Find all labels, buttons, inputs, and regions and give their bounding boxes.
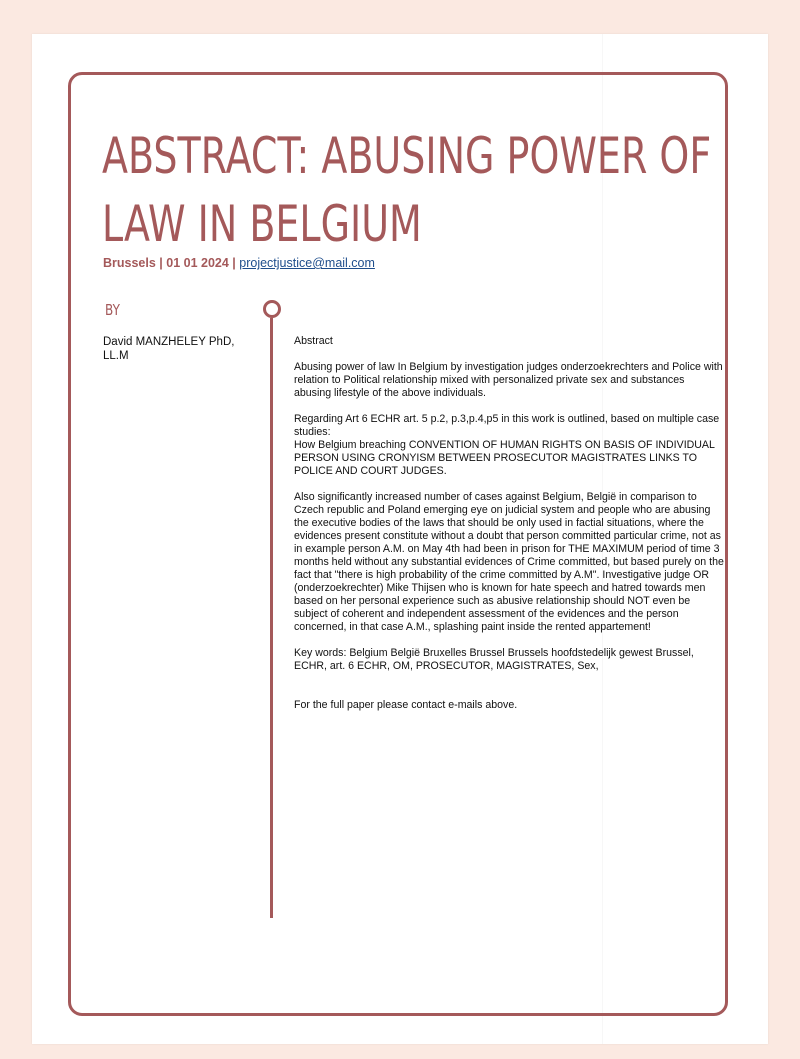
title-line-1: ABSTRACT: ABUSING POWER OF (102, 127, 712, 185)
by-label: BY (105, 301, 120, 319)
abstract-paragraph-3: Also significantly increased number of cases against Belgium, België in comparison to Czech republic and Poland emerging eye on judicial system and people who are abusing the executive bodies of the laws that should be only used in factial situations, where the evidences present constitute without a doubt that person committed particular crime, not as in example person A.M. on May 4th had been in prison for THE MAXIMUM period of time 3 months held without any substantial evidences of Crime committed, but based purely on the fact that "there is high probability of the crime committed by A.M". Investigative judge OR (onderzoekrechter) Mike Thijsen who is known for hate speech and hatred towards men based on her personal experience such as abusive relationship should NOT even be subject of coherent and independent assessment of the evidences and the person concerned, in that case A.M., splashing paint inside the rented appartement! (294, 491, 724, 633)
abstract-heading: Abstract (294, 335, 333, 347)
abstract-paragraph-1: Abusing power of law In Belgium by investigation judges onderzoekrechters and Police with relation to Political relationship mixed with personalized private sex and substances abusing lifestyle of the above individuals. (294, 361, 723, 399)
paragraph-2-statement: How Belgium breaching CONVENTION OF HUMAN RIGHTS ON BASIS OF INDIVIDUAL PERSON USING CRONYISM BETWEEN PROSECUTOR MAGISTRATES LINKS TO POLICE AND COURT JUDGES. (294, 439, 715, 477)
keywords-paragraph: Key words: Belgium België Bruxelles Brussel Brussels hoofdstedelijk gewest Brussel, ECHR, art. 6 ECHR, OM, PROSECUTOR, MAGISTRATES, Sex, (294, 647, 694, 672)
author-line-1: David MANZHELEY PhD, (103, 336, 235, 348)
email-link[interactable]: projectjustice@mail.com (239, 256, 375, 270)
meta-line (103, 256, 375, 270)
author-name (103, 335, 243, 363)
abstract-paragraph-2 (294, 413, 724, 478)
abstract-body (294, 335, 724, 725)
document-title (102, 122, 712, 258)
timeline-divider-line (270, 318, 273, 918)
document-page (32, 34, 768, 1044)
meta-location-date: Brussels | 01 01 2024 | (103, 256, 240, 270)
paragraph-2-intro: Regarding Art 6 ECHR art. 5 p.2, p.3,p.4,p5 in this work is outlined, based on multiple case studies: (294, 413, 720, 438)
timeline-circle-icon (263, 300, 281, 318)
author-line-2: LL.M (103, 350, 129, 362)
contact-note: For the full paper please contact e-mails above. (294, 699, 518, 711)
title-line-2: LAW IN BELGIUM (102, 195, 422, 253)
